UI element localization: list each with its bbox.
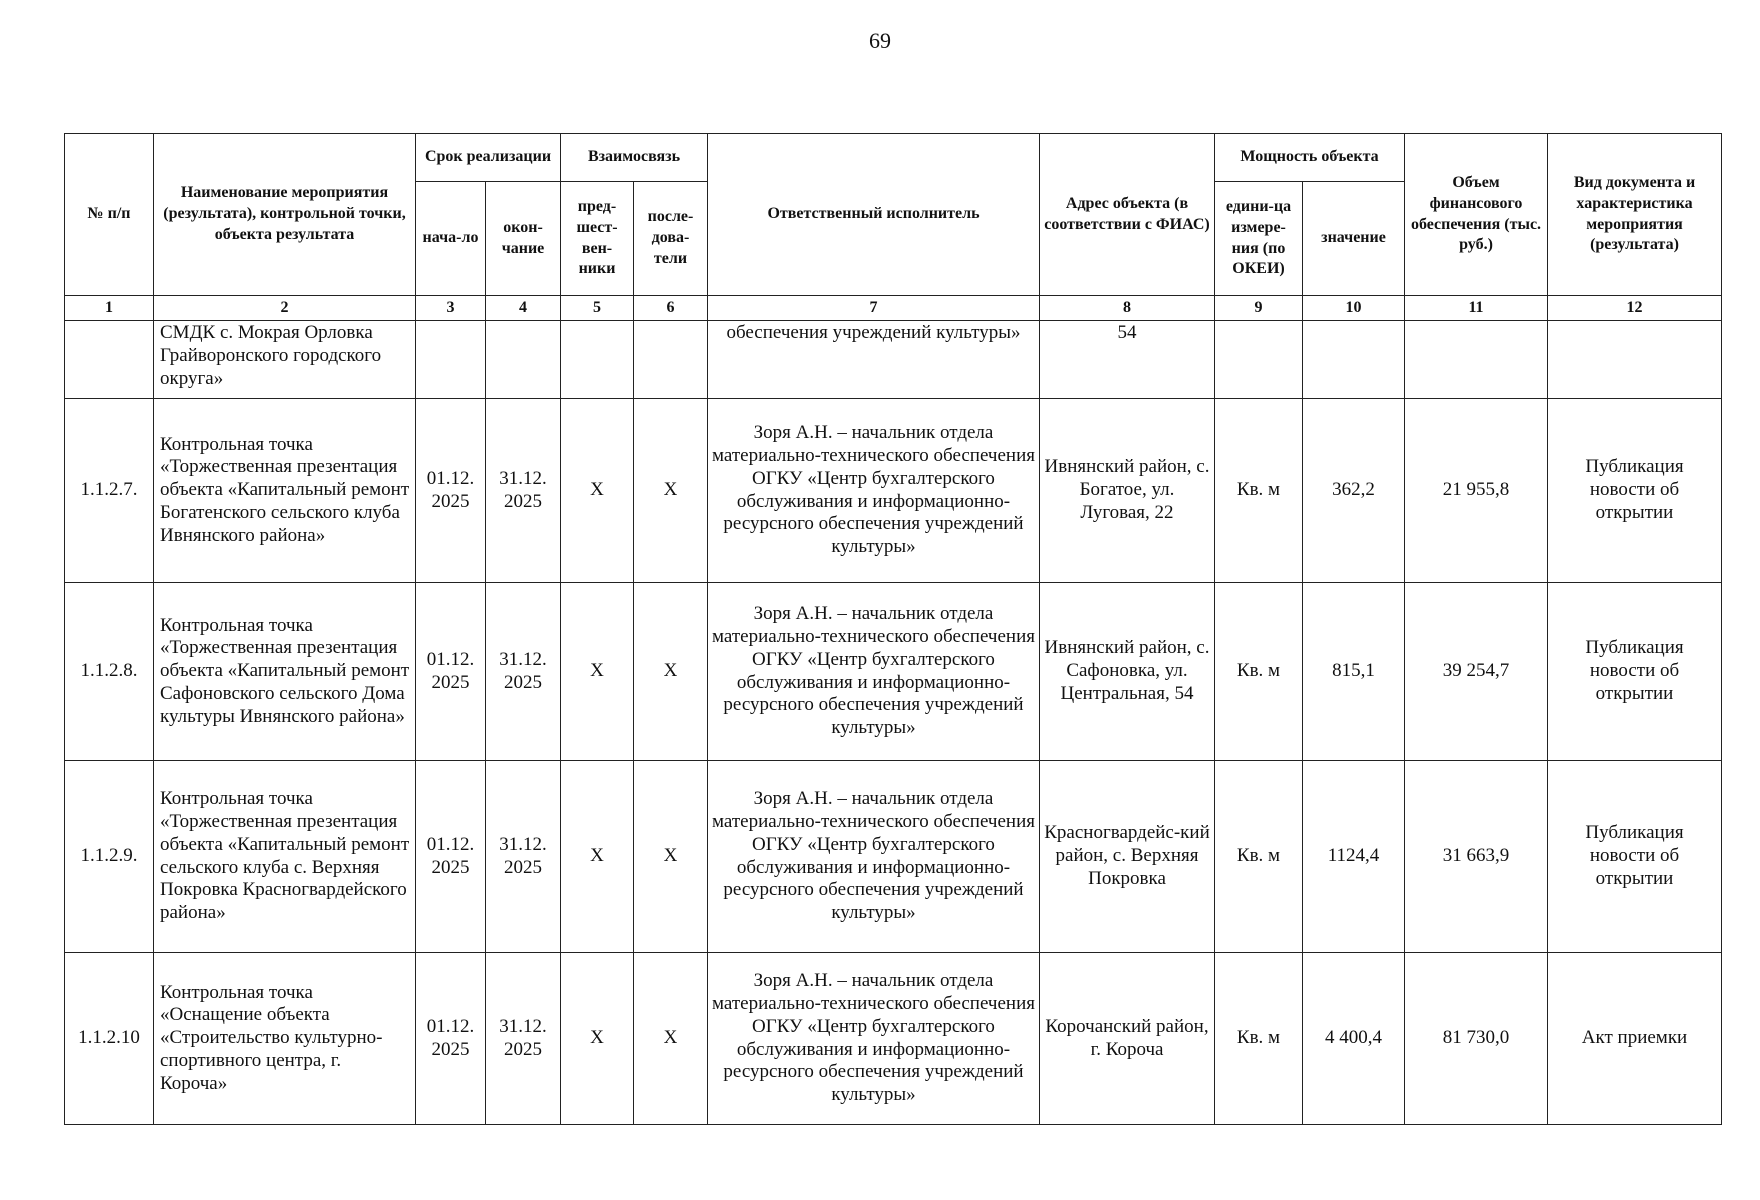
header-address: Адрес объекта (в соответствии с ФИАС): [1040, 134, 1215, 296]
header-unit: едини-ца измере-ния (по ОКЕИ): [1215, 182, 1303, 296]
column-number: 12: [1548, 296, 1722, 321]
header-start: нача-ло: [416, 182, 486, 296]
cell-value: 815,1: [1303, 583, 1405, 761]
cell-name: СМДК с. Мокрая Орловка Грайворонского городского округа»: [154, 321, 416, 399]
column-number: 6: [634, 296, 708, 321]
cell-executor: Зоря А.Н. – начальник отдела материально-технического обеспечения ОГКУ «Центр бухгалтерского обслуживания и информационно-ресурсного обеспечения учреждений культуры»: [708, 953, 1040, 1125]
cell-num: 1.1.2.10: [65, 953, 154, 1125]
cell-unit: Кв. м: [1215, 761, 1303, 953]
cell-doc: [1548, 321, 1722, 399]
cell-post: X: [634, 953, 708, 1125]
cell-funding: 39 254,7: [1405, 583, 1548, 761]
cell-end: 31.12. 2025: [486, 761, 561, 953]
header-executor: Ответственный исполнитель: [708, 134, 1040, 296]
header-link: Взаимосвязь: [561, 134, 708, 182]
cell-value: 362,2: [1303, 399, 1405, 583]
measures-table: [64, 133, 1722, 1125]
table-row: [65, 953, 1722, 1125]
page-number: 69: [869, 28, 891, 53]
cell-name: Контрольная точка «Торжественная презентация объекта «Капитальный ремонт Богатенского сельского клуба Ивнянского района»: [154, 399, 416, 583]
column-number: 5: [561, 296, 634, 321]
cell-doc: Публикация новости об открытии: [1548, 399, 1722, 583]
cell-end: 31.12. 2025: [486, 399, 561, 583]
header-value: значение: [1303, 182, 1405, 296]
header-num: № п/п: [65, 134, 154, 296]
cell-executor: Зоря А.Н. – начальник отдела материально-технического обеспечения ОГКУ «Центр бухгалтерского обслуживания и информационно-ресурсного обеспечения учреждений культуры»: [708, 583, 1040, 761]
header-post: после-дова-тели: [634, 182, 708, 296]
cell-post: [634, 321, 708, 399]
column-numbers-row: [65, 296, 1722, 321]
cell-num: 1.1.2.7.: [65, 399, 154, 583]
cell-address: Ивнянский район, с. Богатое, ул. Луговая, 22: [1040, 399, 1215, 583]
cell-pred: X: [561, 399, 634, 583]
cell-post: X: [634, 399, 708, 583]
column-number: 10: [1303, 296, 1405, 321]
header-end: окон-чание: [486, 182, 561, 296]
cell-funding: [1405, 321, 1548, 399]
cell-executor: Зоря А.Н. – начальник отдела материально-технического обеспечения ОГКУ «Центр бухгалтерского обслуживания и информационно-ресурсного обеспечения учреждений культуры»: [708, 761, 1040, 953]
cell-pred: X: [561, 953, 634, 1125]
column-number: 11: [1405, 296, 1548, 321]
cell-funding: 81 730,0: [1405, 953, 1548, 1125]
cell-doc: Публикация новости об открытии: [1548, 583, 1722, 761]
column-number: 4: [486, 296, 561, 321]
cell-end: [486, 321, 561, 399]
column-number: 1: [65, 296, 154, 321]
cell-address: Красногвардейс-кий район, с. Верхняя Покровка: [1040, 761, 1215, 953]
table-row: [65, 399, 1722, 583]
header-funding: Объем финансового обеспечения (тыс. руб.): [1405, 134, 1548, 296]
cell-value: [1303, 321, 1405, 399]
cell-end: 31.12. 2025: [486, 953, 561, 1125]
table-row: [65, 761, 1722, 953]
column-number: 9: [1215, 296, 1303, 321]
cell-executor: Зоря А.Н. – начальник отдела материально-технического обеспечения ОГКУ «Центр бухгалтерского обслуживания и информационно-ресурсного обеспечения учреждений культуры»: [708, 399, 1040, 583]
header-doc: Вид документа и характеристика мероприятия (результата): [1548, 134, 1722, 296]
cell-value: 1124,4: [1303, 761, 1405, 953]
cell-num: 1.1.2.8.: [65, 583, 154, 761]
cell-num: 1.1.2.9.: [65, 761, 154, 953]
column-number: 3: [416, 296, 486, 321]
cell-end: 31.12. 2025: [486, 583, 561, 761]
header-term: Срок реализации: [416, 134, 561, 182]
cell-start: 01.12. 2025: [416, 399, 486, 583]
cell-address: Корочанский район, г. Короча: [1040, 953, 1215, 1125]
table-row: [65, 583, 1722, 761]
cell-unit: [1215, 321, 1303, 399]
cell-funding: 21 955,8: [1405, 399, 1548, 583]
cell-name: Контрольная точка «Торжественная презентация объекта «Капитальный ремонт сельского клуба с. Верхняя Покровка Красногвардейского района»: [154, 761, 416, 953]
cell-num: [65, 321, 154, 399]
cell-start: 01.12. 2025: [416, 953, 486, 1125]
cell-name: Контрольная точка «Торжественная презентация объекта «Капитальный ремонт Сафоновского сельского Дома культуры Ивнянского района»: [154, 583, 416, 761]
cell-name: Контрольная точка «Оснащение объекта «Строительство культурно-спортивного центра, г. Короча»: [154, 953, 416, 1125]
cell-pred: [561, 321, 634, 399]
cell-executor: обеспечения учреждений культуры»: [708, 321, 1040, 399]
cell-unit: Кв. м: [1215, 583, 1303, 761]
column-number: 7: [708, 296, 1040, 321]
cell-start: [416, 321, 486, 399]
cell-address: Ивнянский район, с. Сафоновка, ул. Центральная, 54: [1040, 583, 1215, 761]
header-name: Наименование мероприятия (результата), контрольной точки, объекта результата: [154, 134, 416, 296]
cell-unit: Кв. м: [1215, 953, 1303, 1125]
cell-doc: Акт приемки: [1548, 953, 1722, 1125]
cell-funding: 31 663,9: [1405, 761, 1548, 953]
header-capacity: Мощность объекта: [1215, 134, 1405, 182]
column-number: 2: [154, 296, 416, 321]
table-row-continuation: [65, 321, 1722, 399]
cell-pred: X: [561, 583, 634, 761]
cell-address: 54: [1040, 321, 1215, 399]
cell-doc: Публикация новости об открытии: [1548, 761, 1722, 953]
cell-value: 4 400,4: [1303, 953, 1405, 1125]
cell-start: 01.12. 2025: [416, 583, 486, 761]
cell-post: X: [634, 583, 708, 761]
cell-pred: X: [561, 761, 634, 953]
cell-unit: Кв. м: [1215, 399, 1303, 583]
column-number: 8: [1040, 296, 1215, 321]
cell-start: 01.12. 2025: [416, 761, 486, 953]
header-pred: пред-шест-вен-ники: [561, 182, 634, 296]
cell-post: X: [634, 761, 708, 953]
